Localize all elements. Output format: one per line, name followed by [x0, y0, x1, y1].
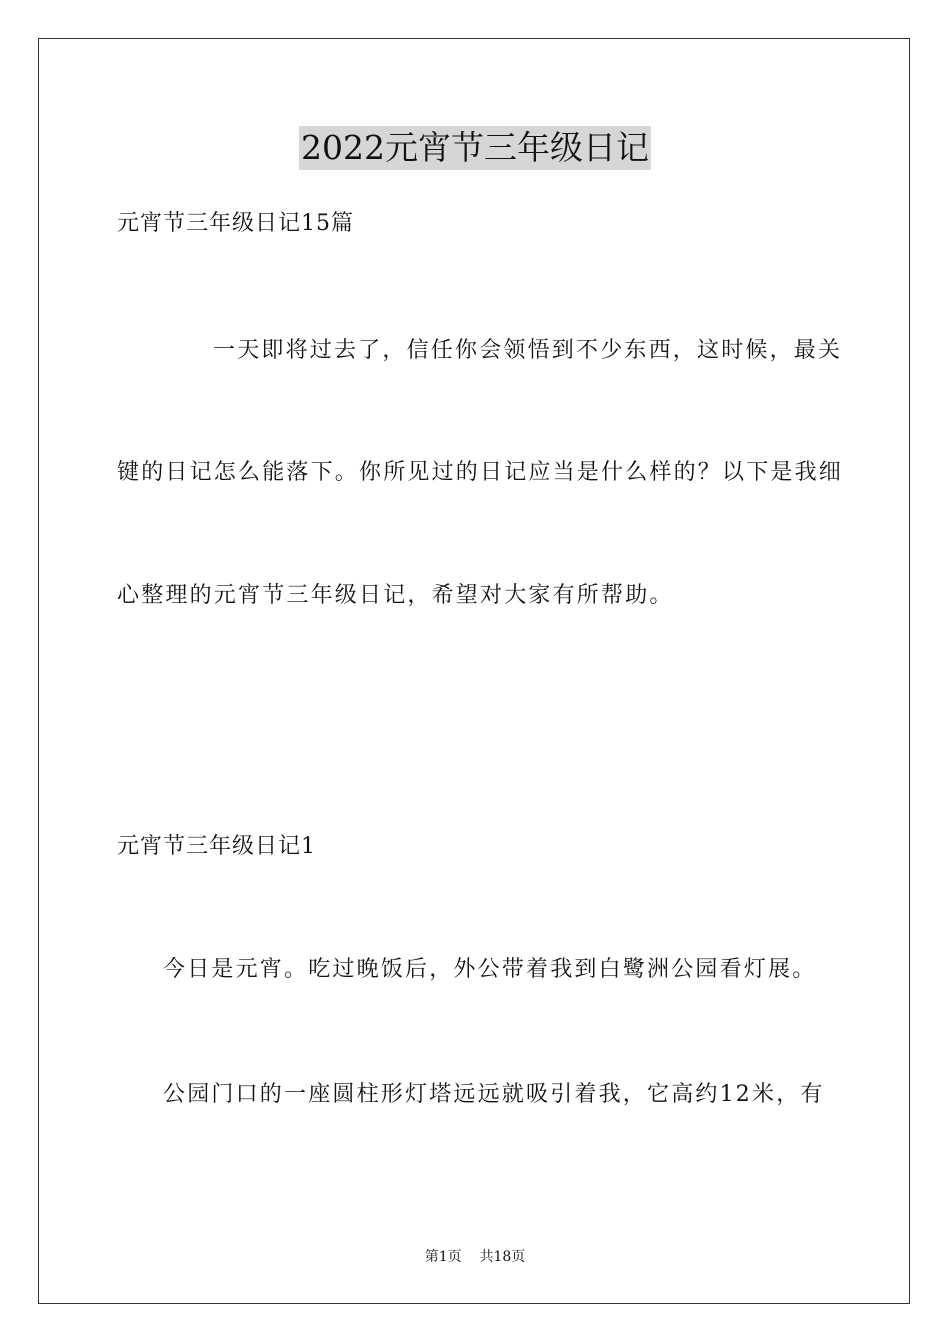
- intro-line-1: 一天即将过去了，信任你会领悟到不少东西，这时候，最关: [213, 338, 843, 363]
- body-line-2: 公园门口的一座圆柱形灯塔远远就吸引着我，它高约12米，有: [163, 1082, 825, 1107]
- document-title: 2022元宵节三年级日记: [299, 126, 651, 170]
- page-footer: [0, 1247, 950, 1267]
- page-total: 共18页: [479, 1249, 526, 1265]
- body-line-1: 今日是元宵。吃过晚饭后，外公带着我到白鹭洲公园看灯展。: [163, 957, 817, 982]
- section-heading: 元宵节三年级日记1: [117, 834, 316, 859]
- document-subtitle: 元宵节三年级日记15篇: [117, 211, 354, 236]
- intro-line-2: 键的日记怎么能落下。你所见过的日记应当是什么样的？以下是我细: [117, 460, 844, 485]
- intro-line-3: 心整理的元宵节三年级日记，希望对大家有所帮助。: [117, 583, 674, 608]
- page-number: 第1页: [424, 1249, 462, 1265]
- title-container: [0, 126, 950, 170]
